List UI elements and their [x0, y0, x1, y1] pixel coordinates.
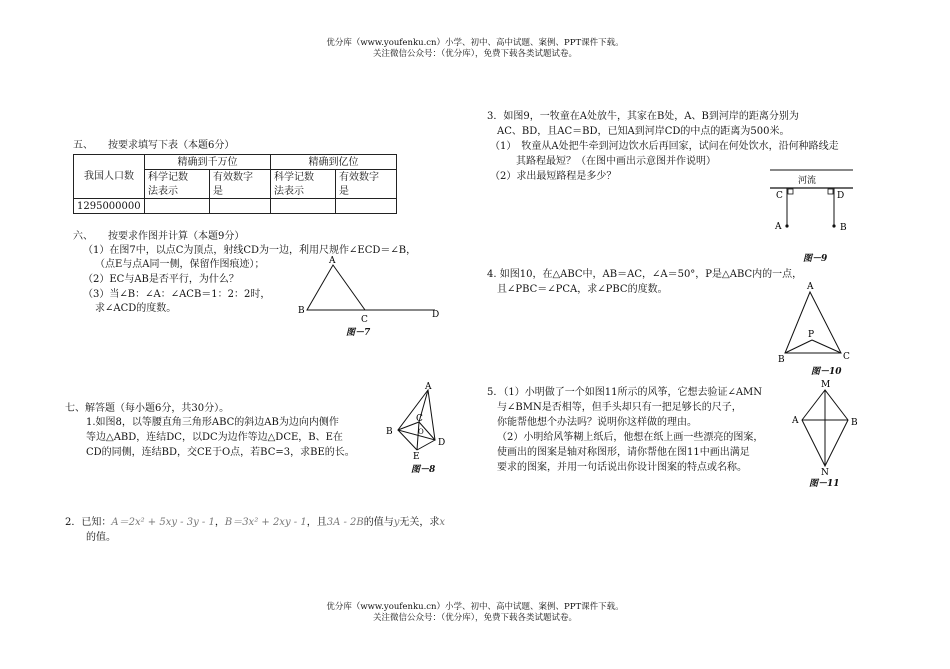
fig11-label-n: N	[821, 468, 829, 478]
q2-prefix: 2．已知：	[65, 517, 112, 528]
section6-title: 六、 按要求作图并计算（本题9分）	[73, 231, 245, 242]
q2-tail1: 的值与	[363, 517, 394, 528]
q3-line4: 其路程最短？（在图中画出示意图并作说明）	[516, 156, 716, 167]
fig8-label-c: C	[416, 414, 423, 424]
section6-q2: （2）EC与AB是否平行，为什么？	[83, 274, 239, 285]
right-angle-d	[828, 189, 833, 194]
fig9-label-d: D	[837, 191, 845, 201]
triangle-abc-fig10	[785, 292, 841, 353]
group-header-yi: 精确到亿位	[271, 155, 397, 170]
fig7-caption: 图－7	[346, 328, 371, 338]
fig10-label-b: B	[778, 355, 785, 365]
triangle-abc	[307, 265, 365, 310]
q3-line2: AC、BD，且AC＝BD，已知A到河岸CD的中点的距离为500米。	[497, 126, 790, 137]
point-a-fig9	[785, 224, 788, 227]
fig9-river-label: 河流	[798, 176, 817, 186]
answer-cell-3	[271, 199, 336, 214]
figure-11-kite	[790, 378, 870, 478]
q2-mid: ，且	[306, 517, 327, 528]
q2-formula-b: B＝3x² + 2xy - 1	[224, 517, 307, 528]
fig11-label-m: M	[821, 380, 831, 390]
figure-9	[765, 168, 860, 238]
fig7-label-c: C	[361, 315, 368, 325]
section7-q1-line2: 等边△ABD，连结DC，以DC为边作等边△DCE，B、E在	[86, 432, 343, 443]
answer-cell-2	[210, 199, 271, 214]
footer-line-1: 优分库（www.youfenku.cn）小学、初中、高中试题、案例、PPT课件下载。	[326, 602, 624, 612]
sig-header-2b: 是	[336, 184, 397, 199]
fig7-label-b: B	[298, 306, 305, 316]
fig7-label-d: D	[432, 310, 440, 320]
section7-title: 七、解答题（每小题6分，共30分）。	[65, 403, 230, 414]
fig9-caption: 图－9	[803, 254, 828, 264]
fig10-caption: 图－10	[811, 367, 842, 377]
fig11-label-a: A	[792, 416, 799, 426]
population-table	[73, 154, 397, 214]
sig-header-1: 有效数字	[210, 170, 271, 185]
fig8-label-e: E	[413, 452, 420, 462]
q5-line1: 5．（1）小明做了一个如图11所示的风筝，它想去验证∠AMN	[487, 387, 763, 398]
q5-line5: 使画出的图案是轴对称图形，请你帮他在图11中画出满足	[497, 447, 750, 458]
q2-tail2: 无关，求	[399, 517, 440, 528]
fig8-caption: 图－8	[411, 465, 436, 475]
fig10-label-c: C	[843, 352, 850, 362]
section6-q3-line1: （3）当∠B：∠A：∠ACB＝1：2：2时，	[83, 289, 271, 300]
sci-header-1: 科学记数	[145, 170, 210, 185]
fig8-label-b: B	[386, 427, 393, 437]
q2-var-x: x	[439, 517, 446, 528]
fig9-label-b: B	[840, 223, 847, 233]
q3-line1: 3．如图9，一牧童在A处放牛，其家在B处，A、B到河岸的距离分别为	[487, 111, 799, 122]
q3-line5: （2）求出最短路程是多少？	[490, 171, 617, 182]
q4-line2: 且∠PBC＝∠PCA，求∠PBC的度数。	[497, 284, 668, 295]
section6-q1-line2: （点E与点A同一侧，保留作图痕迹）；	[95, 259, 265, 270]
q5-line2: 与∠BMN是否相等，但手头却只有一把足够长的尺子，	[497, 402, 742, 413]
answer-cell-1	[145, 199, 210, 214]
fig10-label-p: P	[808, 330, 815, 340]
q4-line1: 4. 如图10，在△ABC中，AB＝AC，∠A＝50°，P是△ABC内的一点，	[487, 269, 803, 280]
sci-header-2b: 法表示	[271, 184, 336, 199]
figure-10	[775, 280, 855, 365]
header-line-2: 关注微信公众号：（优分库），免费下载各类试题试卷。	[372, 49, 577, 59]
figure-8	[383, 382, 463, 462]
section5-title: 五、 按要求填写下表（本题6分）	[73, 140, 235, 151]
section6-q1-line1: （1）在图7中，以点C为顶点，射线CD为一边，利用尺规作∠ECD＝∠B，	[83, 245, 417, 256]
fig9-label-c: C	[776, 191, 783, 201]
figure-7	[295, 255, 445, 335]
fig8-label-a: A	[425, 382, 432, 392]
fig11-label-b: B	[851, 418, 858, 428]
section7-q1-line3: CD的同侧，连结BD，交CE于O点，若BC=3，求BE的长。	[86, 447, 355, 458]
population-value: 1295000000	[74, 199, 145, 214]
q2-expr: 3A - 2B	[326, 517, 364, 528]
section7-q2-line1	[65, 516, 445, 530]
fig9-label-a: A	[775, 222, 782, 232]
fig8-label-o: O	[418, 428, 424, 436]
row-label-cell: 我国人口数	[74, 155, 145, 199]
fig11-caption: 图－11	[809, 479, 840, 489]
sci-header-1b: 法表示	[145, 184, 210, 199]
q5-line3: 你能帮他想个办法吗？说明你这样做的理由。	[497, 417, 697, 428]
q2-var-y: y	[393, 517, 400, 528]
segment-de	[417, 440, 435, 450]
q3-line3: （1） 牧童从A处把牛牵到河边饮水后再回家，试问在何处饮水，沿何种路线走	[490, 141, 839, 152]
fig10-label-a: A	[807, 282, 814, 292]
section7-q2-line2: 的值。	[86, 532, 116, 543]
fig7-label-a: A	[329, 256, 336, 266]
sig-header-2: 有效数字	[336, 170, 397, 185]
q2-sep: ，	[214, 517, 225, 528]
point-b-fig9	[832, 224, 835, 227]
fig8-label-d: D	[438, 438, 446, 448]
section6-q3-line2: 求∠ACD的度数。	[95, 303, 177, 314]
q5-line6: 要求的图案，并用一句话说出你设计图案的特点或名称。	[497, 462, 747, 473]
answer-cell-4	[336, 199, 397, 214]
q5-line4: （2）小明给风筝糊上纸后，他想在纸上画一些漂亮的图案，	[497, 432, 764, 443]
header-line-1: 优分库（www.youfenku.cn）小学、初中、高中试题、案例、PPT课件下载。	[326, 38, 624, 48]
right-angle-c	[788, 189, 793, 194]
footer-line-2: 关注微信公众号：（优分库），免费下载各类试题试卷。	[372, 613, 577, 623]
sci-header-2: 科学记数	[271, 170, 336, 185]
segment-pc	[812, 340, 841, 353]
sig-header-1b: 是	[210, 184, 271, 199]
q2-formula-a: A＝2x² + 5xy - 3y - 1	[111, 517, 215, 528]
group-header-thousand-wan: 精确到千万位	[145, 155, 271, 170]
section7-q1-line1: 1.如图8，以等腰直角三角形ABC的斜边AB为边向内侧作	[86, 417, 339, 428]
